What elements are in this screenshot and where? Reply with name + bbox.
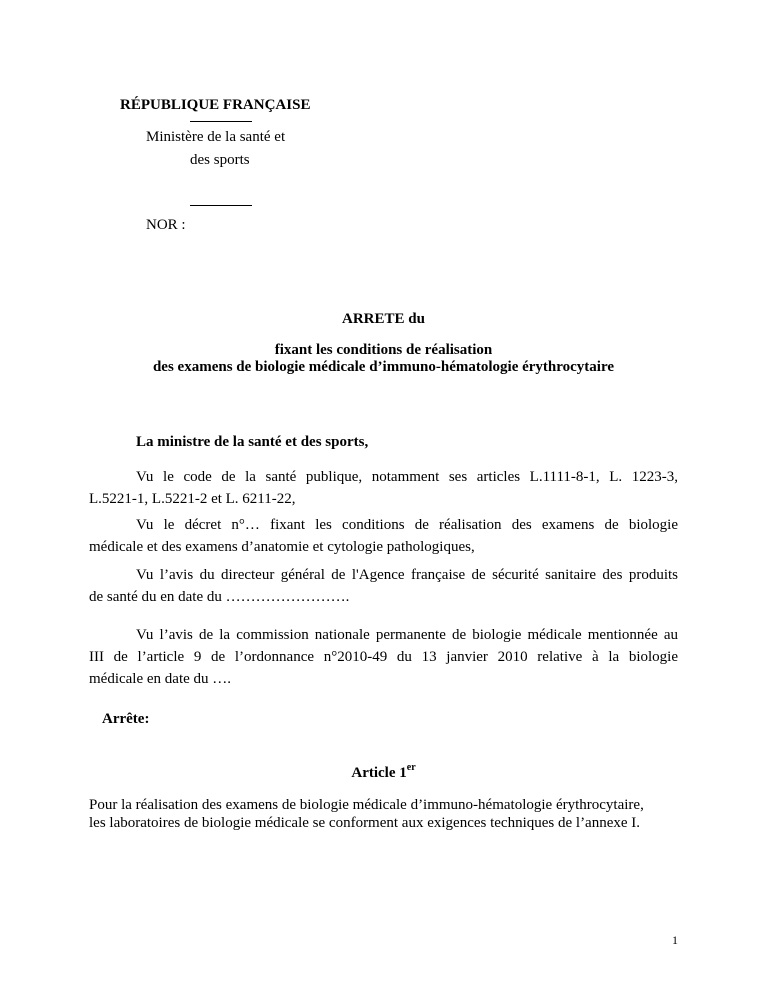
article-sup: er — [406, 762, 416, 773]
vu4-line-1: Vu l’avis de la commission nationale permanente de biologie médicale mentionnée au — [136, 627, 678, 643]
vu3-line-1: Vu l’avis du directeur général de l'Agence française de sécurité sanitaire des produits — [136, 567, 678, 583]
vu-paragraph-4 — [89, 624, 678, 690]
article-line-1: Pour la réalisation des examens de biologie médicale d’immuno-hématologie érythrocytaire, — [89, 797, 644, 813]
article-line-2: les laboratoires de biologie médicale se conforment aux exigences techniques de l’annexe I. — [89, 815, 641, 831]
vu-paragraph-3 — [89, 564, 678, 608]
nor-label: NOR : — [146, 217, 186, 233]
arrete-label: Arrête: — [102, 711, 150, 727]
ministry-line-1: Ministère de la santé et — [146, 129, 286, 145]
vu1-line-2: L.5221-1, L.5221-2 et L. 6211-22, — [89, 491, 296, 507]
vu3-line-2: de santé du en date du ……………………. — [89, 589, 350, 605]
header-rule-1 — [190, 121, 252, 122]
ministry-line-2: des sports — [190, 152, 250, 168]
vu-paragraph-2 — [89, 514, 678, 558]
vu2-line-2: médicale et des examens d’anatomie et cytologie pathologiques, — [89, 539, 475, 555]
subtitle-line-1: fixant les conditions de réalisation — [274, 342, 493, 358]
republic-heading: RÉPUBLIQUE FRANÇAISE — [120, 97, 311, 113]
subtitle-line-2: des examens de biologie médicale d’immuno-hématologie érythrocytaire — [152, 359, 615, 375]
arrete-title: ARRETE du — [342, 311, 425, 327]
vu2-line-1: Vu le décret n°… fixant les conditions de réalisation des examens de biologie — [136, 517, 678, 533]
article-label: Article 1 — [351, 765, 407, 781]
vu1-line-1: Vu le code de la santé publique, notamment ses articles L.1111-8-1, L. 1223-3, — [136, 469, 678, 485]
article-paragraph — [89, 796, 678, 832]
ministre-line: La ministre de la santé et des sports, — [136, 434, 369, 450]
vu4-line-3: médicale en date du …. — [89, 671, 232, 687]
header-rule-2 — [190, 205, 252, 206]
page-number: 1 — [672, 933, 678, 947]
article-heading — [89, 762, 678, 782]
vu4-line-2: III de l’article 9 de l’ordonnance n°2010-49 du 13 janvier 2010 relative à la biologie — [89, 649, 678, 665]
vu-paragraph-1 — [89, 466, 678, 510]
